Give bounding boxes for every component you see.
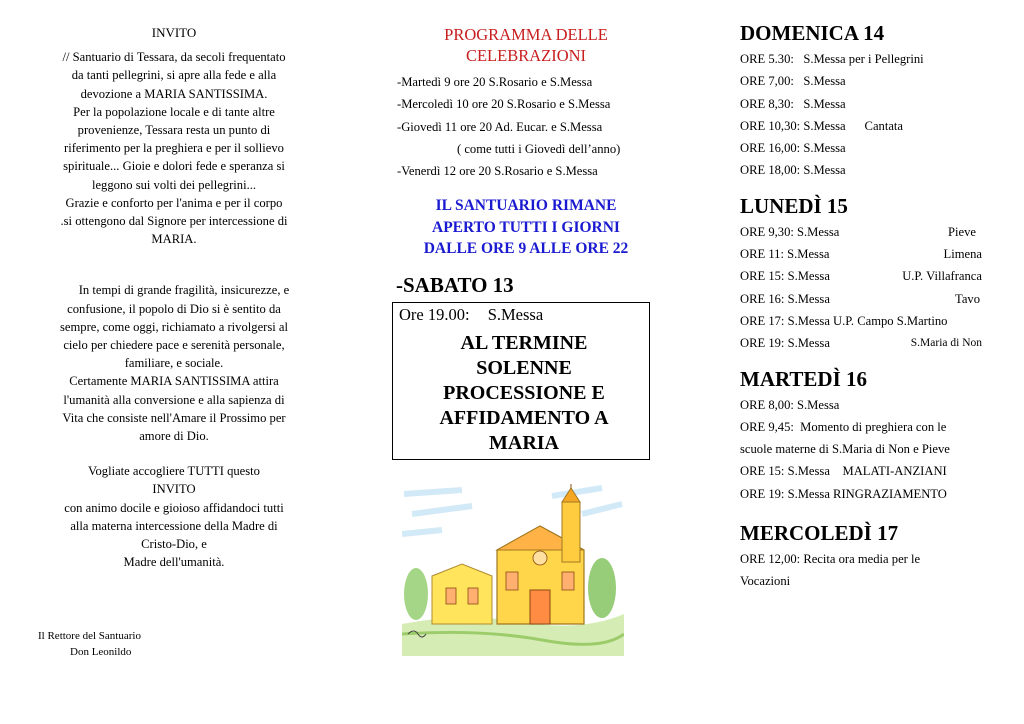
- text-line: da tanti pellegrini, si apre alla fede e alla: [71, 68, 277, 83]
- text-line: INVITO: [152, 482, 196, 497]
- schedule-text: ORE 9,30: S.Messa: [740, 224, 840, 239]
- schedule-row: [740, 115, 990, 137]
- schedule-location: S.Maria di Non: [910, 337, 982, 350]
- procession-line: AFFIDAMENTO A: [439, 406, 609, 429]
- text-line: confusione, il popolo di Dio si è sentito da: [67, 301, 281, 316]
- schedule-row: [740, 394, 990, 416]
- text-line: alla materna intercessione della Madre di: [70, 518, 278, 533]
- program-title-line: PROGRAMMA DELLE: [444, 25, 608, 44]
- text-line: Vogliate accogliere TUTTI questo: [88, 464, 260, 479]
- saturday-box: [392, 302, 650, 460]
- schedule-text: ORE 16: S.Messa: [740, 291, 830, 306]
- schedule-text: ORE 8,00: S.Messa: [740, 397, 840, 412]
- notice-line: APERTO TUTTI I GIORNI: [432, 218, 620, 236]
- text-line: riferimento per la preghiera e per il sollievo: [64, 141, 284, 156]
- program-title-line: CELEBRAZIONI: [465, 46, 587, 65]
- schedule-text: ORE 12,00: Recita ora media per le: [740, 552, 921, 567]
- program-column: [392, 24, 654, 460]
- text-line: familiare, e sociale.: [124, 356, 224, 371]
- schedule-text: ORE 16,00: S.Messa: [740, 141, 846, 156]
- day-heading-wednesday: MERCOLEDÌ 17: [740, 521, 899, 546]
- text-line: Vita che consiste nell'Amare il Prossimo per: [62, 410, 286, 425]
- schedule-row: [740, 310, 990, 332]
- saturday-heading: -SABATO 13: [396, 272, 514, 297]
- schedule-text: ORE 8,30: S.Messa: [740, 96, 846, 111]
- text-line: devozione a MARIA SANTISSIMA.: [80, 86, 268, 101]
- schedule-text: ORE 11: S.Messa: [740, 247, 830, 262]
- signature-role: Il Rettore del Santuario: [38, 630, 141, 642]
- schedule-row: [740, 288, 990, 310]
- sanctuary-drawing: [402, 484, 624, 656]
- invitation-column: [38, 24, 310, 658]
- procession-line: PROCESSIONE E: [443, 381, 605, 404]
- schedule-text: ORE 7,00: S.Messa: [740, 74, 846, 89]
- day-heading-sunday: DOMENICA 14: [740, 21, 885, 45]
- text-line: l'umanità alla conversione e alla sapienza di: [63, 392, 285, 407]
- program-list: [392, 71, 654, 182]
- schedule-text: ORE 19: S.Messa: [740, 336, 830, 351]
- invitation-paragraph-3: [38, 462, 310, 571]
- schedule-text: ORE 18,00: S.Messa: [740, 163, 846, 178]
- text-line: MARIA.: [151, 232, 197, 247]
- text-line: // Santuario di Tessara, da secoli frequentato: [62, 50, 286, 65]
- text-line: provenienze, Tessara resta un punto di: [77, 123, 271, 138]
- opening-hours-notice: [398, 195, 654, 260]
- sunday-schedule: [740, 48, 990, 182]
- text-line: Certamente MARIA SANTISSIMA attira: [69, 374, 279, 389]
- notice-line: DALLE ORE 9 ALLE ORE 22: [423, 240, 629, 258]
- day-heading-monday: LUNEDÌ 15: [740, 193, 848, 218]
- wednesday-schedule: [740, 548, 990, 593]
- invitation-paragraph-1: [38, 48, 310, 248]
- program-item: -Venerdì 12 ore 20 S.Rosario e S.Messa: [397, 164, 598, 179]
- text-line: In tempi di grande fragilità, insicurezze, e: [78, 283, 290, 298]
- day-heading-tuesday: MARTEDÌ 16: [740, 366, 868, 391]
- schedule-row: [740, 70, 990, 92]
- time-label: Ore 19.00:: [399, 304, 470, 324]
- signature: [38, 628, 238, 660]
- text-line: sempre, come oggi, richiamato a rivolgersi al: [59, 319, 288, 334]
- program-title: [398, 24, 654, 66]
- schedule-row: [740, 221, 990, 243]
- text-line: Cristo-Dio, e: [141, 537, 207, 552]
- schedule-row: [740, 265, 990, 287]
- schedule-column: [740, 20, 990, 593]
- schedule-row: [740, 243, 990, 265]
- schedule-location: U.P. Villafranca: [902, 269, 982, 284]
- schedule-row: [740, 438, 990, 460]
- text-line: cielo per chiedere pace e serenità personale,: [63, 338, 285, 353]
- mass-label: S.Messa: [487, 304, 544, 324]
- schedule-row: [740, 159, 990, 181]
- schedule-row: [740, 48, 990, 70]
- schedule-row: [740, 570, 990, 592]
- text-line: Per la popolazione locale e di tante altre: [73, 104, 275, 119]
- schedule-text: Vocazioni: [740, 574, 791, 589]
- program-item: -Martedì 9 ore 20 S.Rosario e S.Messa: [397, 75, 593, 89]
- schedule-text: ORE 15: S.Messa: [740, 269, 830, 284]
- invitation-paragraph-2: [38, 281, 310, 445]
- schedule-text: ORE 5.30: S.Messa per i Pellegrini: [740, 52, 924, 66]
- schedule-text: ORE 10,30: S.Messa Cantata: [740, 118, 904, 133]
- schedule-row: [740, 137, 990, 159]
- program-item-note: ( come tutti i Giovedì dell’anno): [457, 141, 621, 156]
- signature-name: Don Leonildo: [70, 646, 132, 658]
- schedule-row: [740, 93, 990, 115]
- text-line: spirituale... Gioie e dolori fede e speranza si: [63, 159, 285, 174]
- text-line: Grazie e conforto per l'anima e per il corpo: [65, 195, 283, 210]
- schedule-row: [740, 460, 990, 482]
- schedule-row: [740, 332, 990, 354]
- text-line: amore di Dio.: [139, 429, 209, 444]
- tuesday-schedule: [740, 394, 990, 505]
- schedule-text: ORE 17: S.Messa U.P. Campo S.Martino: [740, 313, 948, 328]
- procession-line: AL TERMINE: [460, 331, 588, 354]
- schedule-row: [740, 483, 990, 505]
- monday-schedule: [740, 221, 990, 355]
- program-item: -Giovedì 11 ore 20 Ad. Eucar. e S.Messa: [397, 119, 603, 134]
- text-line: leggono sui volti dei pellegrini...: [91, 177, 257, 192]
- invitation-title: INVITO: [151, 25, 197, 40]
- text-line: .si ottengono dal Signore per intercessione di: [60, 214, 288, 229]
- schedule-text: scuole materne di S.Maria di Non e Pieve: [740, 442, 950, 457]
- saturday-time: [399, 303, 649, 327]
- schedule-row: [740, 416, 990, 438]
- schedule-text: ORE 9,45: Momento di preghiera con le: [740, 419, 947, 434]
- text-line: Madre dell'umanità.: [123, 555, 225, 570]
- schedule-text: ORE 15: S.Messa MALATI-ANZIANI: [740, 464, 947, 479]
- schedule-row: [740, 548, 990, 570]
- notice-line: IL SANTUARIO RIMANE: [435, 197, 617, 215]
- procession-line: SOLENNE: [476, 356, 572, 379]
- procession-text: [399, 331, 649, 456]
- schedule-text: ORE 19: S.Messa RINGRAZIAMENTO: [740, 486, 947, 501]
- schedule-location: Limena: [943, 247, 982, 262]
- schedule-location: Pieve: [948, 224, 976, 239]
- text-line: con animo docile e gioioso affidandoci tutti: [64, 500, 284, 515]
- schedule-location: Tavo: [955, 291, 980, 306]
- program-item: -Mercoledì 10 ore 20 S.Rosario e S.Messa: [397, 97, 611, 112]
- procession-line: MARIA: [489, 431, 559, 454]
